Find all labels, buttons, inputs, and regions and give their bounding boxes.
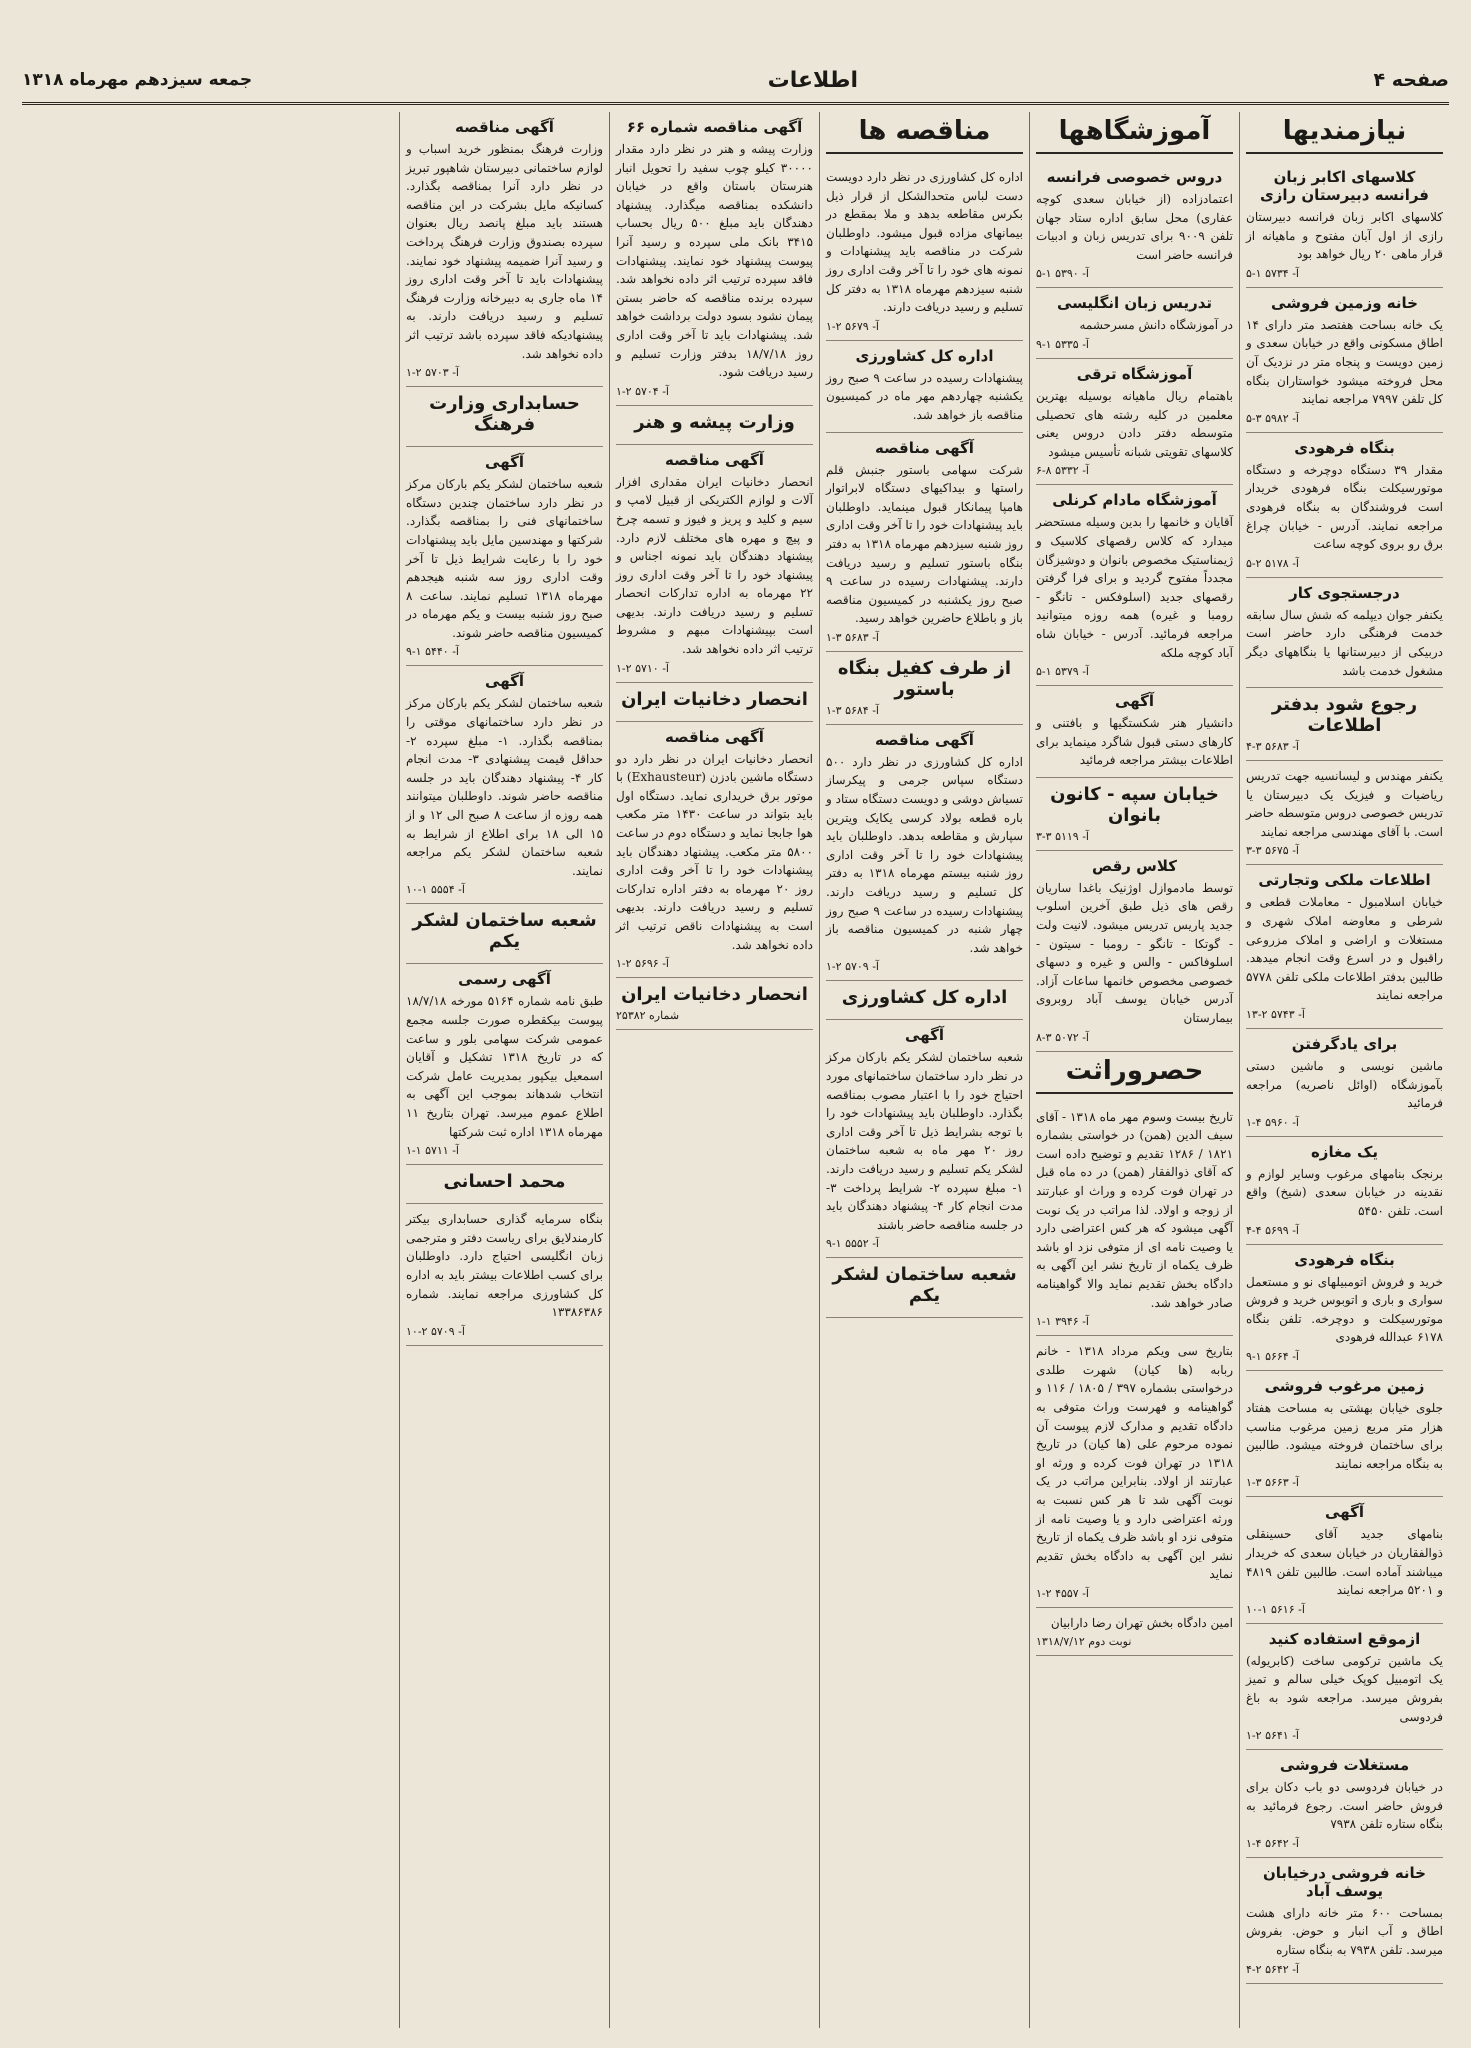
ad-reference: آ- ۵۵۵۲ ۱-۹ [826, 1237, 879, 1251]
ad-reference: آ- ۵۹۸۲ ۳-۵ [1246, 411, 1299, 425]
ad-reference: آ- ۵۴۴۰ ۱-۹ [406, 645, 459, 659]
classified-ad [1246, 1750, 1443, 1858]
ad-title: آگهی [905, 1026, 944, 1045]
ad-body: امین دادگاه بخش تهران رضا دارابیان [1050, 1615, 1233, 1630]
classified-ad [406, 387, 603, 447]
ad-reference: آ- ۵۳۹۰ ۱-۵ [1036, 267, 1089, 281]
ad-title: آگهی [485, 672, 524, 691]
classified-ad [1246, 1029, 1443, 1137]
ad-title: اداره کل کشاورزی [855, 346, 994, 365]
ad-reference: آ- ۵۷۱۰ ۲-۱ [616, 661, 669, 675]
classified-ad [1246, 1245, 1443, 1371]
column-needs [1239, 112, 1449, 2028]
classified-ad [826, 725, 1023, 982]
ad-body: جلوی خیابان بهشتی به مساحت هفتاد هزار متر مربع زمین مرغوب مناسب برای ساختمان فروخته میشود. طالبین به بنگاه مراجعه نمایند [1246, 1400, 1443, 1471]
page-number: صفحه ۴ [1373, 69, 1449, 91]
classified-ad [826, 1258, 1023, 1318]
ad-body: توسط مادموازل اوژنیک باغدا ساریان رقص های ذیل طبق آخرین اسلوب جدید پاریس تدریس میشود. لانیت ولت - گوتکا - تانگو - رومبا - سیتون - اسلوفاکس - والس و غیره و دسهای خصوصی مخصوص خانمها ساعات آزاد. آدرس خیابان یوسف آباد روبروی بیمارستان [1036, 880, 1233, 1026]
ad-body: برنجک بنامهای مرغوب وسایر لوازم و نقدینه در خیابان سعدی (شیخ) واقع است. تلفن ۵۴۵۰ [1246, 1166, 1443, 1218]
ad-body: یکنفر مهندس و لیسانسیه جهت تدریس ریاضیات و فیزیک یک دبیرستان یا تدریس خصوصی دروس متوسطه حاضر است. با آقای مهندسی مراجعه نمایند [1246, 769, 1443, 839]
ad-title: آگهی مناقصه [875, 730, 974, 749]
classified-ad [1246, 1624, 1443, 1750]
column-needs-ads [1246, 162, 1443, 1984]
ad-title: بنگاه فرهودی [1294, 438, 1395, 457]
ad-title: شعبه ساختمان لشکر یکم [832, 1264, 1017, 1307]
ad-body: شعبه ساختمان لشکر یکم بارکان مرکز در نظر دارد ساختمان چندین دستگاه ساختمانهای فنی را بمناقصه بگذارد. شرکتها و مهندسین مایل باید پیشنهادات خود را با رعایت شرایط ذیل تا آخر وقت اداری روز سه شنبه هیجدهم مهرماه ۱۳۱۸ تسلیم نمایند. ساعت ۸ صبح روز شنبه بیست و یکم مهرماه در کمیسیون مناقصه حاضر شوند. [406, 477, 604, 640]
classified-ad [826, 341, 1023, 433]
classified-ad [616, 406, 813, 445]
ad-title: آگهی مناقصه [455, 118, 554, 136]
ad-reference: نوبت دوم ۱۳۱۸/۷/۱۲ [1036, 1635, 1132, 1649]
ad-body: بنامهای جدید آقای حسینقلی ذوالفقاریان در خیابان سعدی که خریدار میباشند آماده است. طالبین تلفن ۴۸۱۹ و ۵۲۰۱ مراجعه نمایند [1246, 1527, 1443, 1598]
ad-reference: آ- ۵۷۴۳ ۲-۱۳ [1246, 1008, 1305, 1022]
ad-title: کلاس رقص [1092, 856, 1177, 875]
ad-reference: آ- ۴۵۵۷ ۲-۱ [1036, 1586, 1089, 1600]
column-tenders-3-ads [406, 112, 603, 1346]
ad-body: تاریخ بیست وسوم مهر ماه ۱۳۱۸ - آقای سیف الدین (همن) در خواستی بشماره ۱۸۲۱ / ۱۲۸۶ تقدیم و توضیح داده است که آقای ذوالفقار (همن) در ده ماه قبل در تهران فوت کرده و وراث او عبارتند از زوجه و اولاد. لذا مراتب در یک نوبت آگهی میشود که هر کس اعتراضی دارد یا وصیت نامه ای از متوفی نزد او باشد ظرف یکماه از تاریخ نشر این آگهی به دادگاه بخش تقدیم نماید والا گواهینامه صادر خواهد شد. [1036, 1109, 1234, 1310]
ad-title: آگهی مناقصه شماره ۶۶ [626, 118, 803, 136]
classified-ad [1246, 761, 1443, 865]
ad-reference: آ- ۵۶۴۲ ۲-۴ [1246, 1962, 1299, 1976]
ad-reference: آ- ۵۱۷۸ ۲-۵ [1246, 556, 1299, 570]
classified-ad [1036, 778, 1233, 851]
classified-ad [1036, 359, 1233, 485]
ad-title: بنگاه فرهودی [1294, 1250, 1395, 1269]
ad-title: آگهی مناقصه [875, 438, 974, 457]
ad-title: برای یادگرفتن [1291, 1035, 1398, 1054]
ad-body: بنگاه سرمایه گذاری حسابداری بیکتر کارمندلایق برای ریاست دفتر و مترجمی زبان انگلیسی احتیاج دارد. داوطلبان برای کسب اطلاعات بیشتر باید به اداره کل کشاورزی مراجعه نمایند. شماره ۱۳۳۸۶۳۸۶ [406, 1212, 603, 1320]
ad-body: وزارت فرهنگ بمنظور خرید اسباب و لوازم ساختمانی دبیرستان شاهپور تبریز در نظر دارد آنرا بمناقصه بگذارد. کسانیکه مایل بشرکت در این مناقصه هستند باید مبلغ پانصد ریال بعنوان سپرده بصندوق وزارت فرهنگ پرداخت و رسید آنرا ضمیمه پیشنهاد خود نمایند. پیشنهادات باید تا آخر وقت اداری روز ۱۴ ماه جاری به دبیرخانه وزارت فرهنگ تسلیم و رسید دریافت دارند. به پیشنهادیکه فاقد سپرده باشد ترتیب اثر داده نخواهد شد. [406, 142, 603, 361]
ad-title: مستغلات فروشی [1279, 1756, 1410, 1775]
ad-body: باهتمام ریال ماهیانه بوسیله بهترین معلمین در کلیه رشته های تحصیلی متوسطه دفتر دادن دروس یعنی کلاسهای تقویتی شبانه تأسیس میشود [1036, 388, 1233, 459]
classified-ad [826, 981, 1023, 1020]
ad-title: اطلاعات ملکی وتجارتی [1258, 871, 1431, 890]
ad-reference: آ- ۳۹۴۶ ۱-۱ [1036, 1315, 1089, 1329]
ad-body: دانشیار هنر شکستگیها و بافتنی و کارهای دستی قبول شاگرد مینماید برای اطلاعات بیشتر مراجعه فرمائید [1036, 716, 1233, 768]
ad-body: وزارت پیشه و هنر در نظر دارد مقدار ۳۰۰۰۰ کیلو چوب سفید را تحویل انبار هنرستان باستان واقع در خیابان دانشکده بمناقصه میگذارد. پیشنهاد دهندگان باید مبلغ ۵۰۰ ریال بحساب ۳۴۱۵ بانک ملی سپرده و رسید آنرا پیوست پیشنهاد خود نمایند. پیشنهادات فاقد سپرده ترتیب اثر داده نخواهد شد. سپرده برنده مناقصه که حاضر بستن پیمان نشود بسود دولت برداشت خواهد شد. پیشنهادات باید تا آخر وقت اداری روز ۱۸/۷/۱۸ بدفتر وزارت تسلیم و رسید دریافت شود. [616, 142, 814, 380]
ad-title: زمین مرغوب فروشی [1264, 1376, 1425, 1395]
ad-reference: آ- ۵۰۷۲ ۳-۸ [1036, 1030, 1089, 1044]
classified-ad [1246, 688, 1443, 761]
ad-reference: آ- ۵۷۰۳ ۲-۱ [406, 366, 459, 380]
ad-title: یک مغازه [1310, 1142, 1379, 1161]
ad-title: شعبه ساختمان لشکر یکم [412, 910, 597, 953]
ad-reference: آ- ۵۶۱۶ ۱-۱۰ [1246, 1602, 1305, 1616]
column-tenders-3 [399, 112, 609, 2028]
ad-reference: آ- ۵۳۳۵ ۱-۹ [1036, 337, 1089, 351]
ad-reference: آ- ۵۱۱۹ ۳-۳ [1036, 829, 1089, 843]
ad-reference: آ- ۵۶۷۵ ۳-۳ [1246, 844, 1299, 858]
ad-reference: آ- ۵۷۰۹ ۲-۱ [826, 960, 879, 974]
classified-ad [826, 652, 1023, 725]
classified-ad [1246, 578, 1443, 688]
ad-body: شعبه ساختمان لشکر یکم بارکان مرکز در نظر دارد ساختمان ساختمانهای مورد احتیاج خود را با اعتبار مصوب بمناقصه بگذارد. داوطلبان باید پیشنهادات خود را با توجه بشرایط ذیل تا آخر وقت اداری روز ۲۰ مهر ماه به شعبه ساختمان لشکر یکم تسلیم و رسید دریافت دارند. ۱- مبلغ سپرده ۲- شرایط پرداخت ۳- مدت انجام کار ۴- پیشنهاد دهندگان باید در جلسه مناقصه حاضر باشند [826, 1050, 1024, 1232]
ad-title: خانه وزمین فروشی [1271, 293, 1418, 312]
classified-ad [406, 904, 603, 964]
classified-ad [1036, 686, 1233, 778]
classified-ad [1246, 162, 1443, 288]
ad-reference: شماره ۲۵۳۸۲ [616, 1009, 680, 1023]
ad-title: اداره کل کشاورزی [841, 987, 1008, 1009]
ad-body: در خیابان فردوسی دو باب دکان برای فروش حاضر است. رجوع فرمائید به بنگاه ستاره تلفن ۷۹۳۸ [1246, 1780, 1443, 1832]
ad-reference: آ- ۵۷۰۴ ۲-۱ [616, 384, 669, 398]
column-tenders [819, 112, 1029, 2028]
ad-body: انحصار دخانیات ایران مقداری افزار آلات و لوازم الکتریکی از قبیل لامپ و سیم و کلید و پریز و فیوز و تسمه چرخ و پیچ و مهره های مختلف لازم دارد. پیشنهاد دهندگان باید نمونه اجناس و پیشنهاد خود را تا آخر وقت اداری روز ۲۲ مهرماه به اداره تدارکات انحصار تسلیم و رسید دریافت دارند. بدیهی است بپیشنهادات مبهم و مشروط ترتیب اثر داده نخواهد شد. [616, 474, 813, 657]
classified-ad [616, 683, 813, 722]
ad-title: خیابان سپه - کانون بانوان [1050, 783, 1219, 826]
classified-ad [616, 978, 813, 1030]
ad-body: بمساحت ۶۰۰ متر خانه دارای هشت اطاق و آب انبار و حوض. بفروش میرسد. تلفن ۷۹۳۸ به بنگاه ستاره [1246, 1905, 1444, 1958]
column-tenders-2 [609, 112, 819, 2028]
ad-title: درجستجوی کار [1289, 583, 1400, 602]
ad-body: انحصار دخانیات ایران در نظر دارد دو دستگاه ماشین بادزن (Exhausteur) با موتور برق خریداری نماید. دستگاه اول باید بتواند در ساعت ۱۴۳۰ متر مکعب هوا جابجا نماید و دستگاه دوم در ساعت ۵۸۰۰ متر مکعب. پیشنهاد دهندگان باید پیشنهادات خود را تا آخر وقت اداری روز ۲۰ مهرماه به دفتر اداره تدارکات تسلیم و رسید دریافت دارند. بدیهی است به پیشنهادات ناقص ترتیب اثر داده نخواهد شد. [616, 751, 813, 952]
section-title-needs: نیازمندیها [1246, 112, 1443, 154]
section-title-tenders: مناقصه ها [826, 112, 1023, 154]
classified-ad [616, 722, 813, 979]
ad-body: پیشنهادات رسیده در ساعت ۹ صبح روز یکشنبه چهاردهم مهر ماه در کمیسیون مناقصه باز خواهد شد. [826, 370, 1023, 422]
ad-body: مقدار ۳۹ دستگاه دوچرخه و دستگاه موتورسیکلت بنگاه فرهودی خریدار است فروشندگان به بنگاه فرهودی مراجعه نمایند. آدرس - خیابان چراغ برق رو بروی کوچه ساعت [1246, 462, 1443, 552]
ad-body: یکنفر جوان دیپلمه که شش سال سابقه خدمت فرهنگی دارد حاضر است دربیکی از دبیرستانها یا بنگاههای دیگر مشغول خدمت باشد [1246, 607, 1443, 678]
ad-body: خیابان اسلامبول - معاملات قطعی و شرطی و معاوضه املاک شهری و مستغلات و اراضی و املاک مزروعی راقبول و در اسرع وقت انجام میدهد. طالبین بدفتر اطلاعات ملکی تلفن ۵۷۷۸ مراجعه نمایند [1246, 895, 1443, 1003]
column-schools-ads [1036, 162, 1233, 1656]
ad-body: اداره کل کشاورزی در نظر دارد دویست دست لباس متحدالشکل از قرار ذیل بکرس مقاطعه بدهد و ملا بمقطع در بیمانهای مزاده قبول میشود. داوطلبان شرکت در مناقصه باید پیشنهادات و نمونه های خود را تا آخر وقت اداری روز شنبه سیزدهم مهرماه ۱۳۱۸ به دفتر کل تسلیم و رسید دریافت دارند. [826, 170, 1023, 315]
classified-ad [616, 112, 813, 406]
classified-ad [1036, 288, 1233, 359]
ad-reference: آ- ۵۳۳۲ ۸-۶ [1036, 464, 1089, 478]
ad-reference: آ- ۵۶۹۹ ۴-۴ [1246, 1223, 1299, 1237]
classified-ad [406, 666, 603, 904]
classified-ad [1036, 162, 1233, 288]
ad-reference: آ- ۵۶۷۹ ۲-۱ [826, 319, 879, 333]
classified-ad [406, 1165, 603, 1204]
classified-ad [1036, 485, 1233, 686]
ad-title: حسابداری وزارت فرهنگ [429, 393, 580, 436]
ad-title: ازموقع استفاده کنید [1268, 1629, 1421, 1648]
column-schools [1029, 112, 1239, 2028]
ad-title: از طرف کفیل بنگاه باستور [837, 657, 1012, 700]
ad-reference: آ- ۵۷۱۱ ۱-۱ [406, 1144, 459, 1158]
ad-title: آموزشگاه مادام کرنلی [1052, 491, 1217, 510]
classified-ad [1246, 865, 1443, 1029]
classified-ad [1246, 1371, 1443, 1497]
ad-body: شعبه ساختمان لشکر یکم بارکان مرکز در نظر دارد ساختمانهای موقتی را بمناقصه بگذارد. ۱- مبلغ سپرده ۲- حداقل قیمت پیشنهادی ۳- مدت انجام کار ۴- پیشنهاد دهندگان باید در جلسه مناقصه حاضر شوند. داوطلبان میتوانند همه روزه از ساعت ۸ صبح الی ۱۲ و از ۱۵ الی ۱۸ برای اطلاع از شرایط به شعبه ساختمان لشکر یکم مراجعه نمایند. [406, 696, 604, 878]
section-title-schools: آموزشگاهها [1036, 112, 1233, 154]
ad-body: در آموزشگاه دانش مسرحشمه [1079, 318, 1233, 333]
ad-reference: آ- ۵۶۶۴ ۱-۹ [1246, 1349, 1299, 1363]
ad-body: ماشین نویسی و ماشین دستی بآموزشگاه (اوائل ناصریه) مراجعه فرمائید [1246, 1059, 1443, 1111]
classified-ad [826, 433, 1023, 652]
ad-body: یک ماشین ترکومی ساخت (کابریوله) یک اتومبیل کوپک خیلی سالم و تمیز بفروش میرسد. مراجعه شود به باغ فردوسی [1246, 1653, 1443, 1724]
ad-body: بتاریخ سی ویکم مرداد ۱۳۱۸ - خانم ربابه (ها کیان) شهرت طلدی درخواستی بشماره ۳۹۷ / ۱۸۰۵ / ۱۱۶ و گواهینامه و فهرست وراث متوفی به دادگاه تقدیم و مدارک لازم پیوست آن نموده مرحوم علی (ها کیان) در تاریخ ۱۳۱۸ در تهران فوت کرده و ورثه او عبارتند از اولاد. بنابراین مراتب در یک نوبت آگهی شد تا هر کس نسبت به ورثه اعتراضی دارد و یا وصیت نامه از متوفی نزد او باشد ظرف یکماه از تاریخ نشر این آگهی به دادگاه بخش تقدیم نماید [1036, 1344, 1234, 1582]
classified-ad [1036, 1102, 1233, 1337]
columns [22, 112, 1449, 2028]
ad-body: کلاسهای اکابر زبان فرانسه دبیرستان رازی از اول آبان مفتوح و ماهیانه از قرار ماهی ۲۰ ریال خواهد بود [1246, 210, 1443, 262]
ad-reference: آ- ۵۷۳۴ ۱-۵ [1246, 266, 1299, 280]
ad-title: رجوع شود بدفتر اطلاعات [1271, 694, 1418, 737]
ad-title: دروس خصوصی فرانسه [1046, 168, 1223, 186]
ad-reference: آ- ۵۶۶۳ ۳-۱ [1246, 1476, 1299, 1490]
classified-ad [1246, 288, 1443, 433]
section-title-probate-visible: حصروراثت [1036, 1052, 1233, 1094]
ad-body: خرید و فروش اتومبیلهای نو و مستعمل سواری و باری و اتوبوس خرید و فروش موتورسیکلت و دوچرخه. تلفن بنگاه ۶۱۷۸ عبدالله فرهودی [1246, 1274, 1443, 1345]
ad-title: انحصار دخانیات ایران [621, 688, 808, 710]
column-tenders-ads [826, 162, 1023, 1318]
ad-title: انحصار دخانیات ایران [621, 984, 808, 1006]
classified-ad [406, 1204, 603, 1346]
ad-body: یک خانه بساحت هفتصد متر دارای ۱۴ اطاق مسکونی واقع در خیابان سعدی و زمین دویست و پنجاه متر در نزدیک آن محل فروخته میشود خواستاران بنگاه کل تلفن ۷۹۹۷ مراجعه نمایند [1246, 317, 1443, 407]
ad-body: آقایان و خانمها را بدین وسیله مستحضر میدارد که کلاس رقصهای کلاسیک و ژیمناستیک مخصوص بانوان و دوشیزگان مجدداً مفتوح گردید و برای فرا گرفتن رقصهای جدید (اسلوفکس - تانگو - رومبا و غیره) همه روزه میتوانید مراجعه فرمائید. آدرس - خیابان شاه آباد کوچه ملکه [1036, 515, 1233, 660]
classified-ad [1036, 1608, 1233, 1657]
issue-date: جمعه سیزدهم مهرماه ۱۳۱۸ [22, 70, 253, 90]
ad-body: اعتمادزاده (از خیابان سعدی کوچه عفاری) محل سابق اداره ستاد جهان تلفن ۹۰۰۹ برای تدریس زبان و ادبیات فرانسه حاضر است [1036, 192, 1233, 262]
masthead [22, 58, 1449, 105]
ad-reference: آ- ۵۶۸۳ ۳-۴ [1246, 740, 1299, 754]
classified-ad [1246, 1858, 1443, 1984]
ad-reference: آ- ۵۵۵۴ ۱-۱۰ [406, 883, 465, 897]
ad-title: آموزشگاه ترقی [1076, 364, 1193, 383]
column-tenders-2-ads [616, 112, 813, 1030]
classified-ad [1246, 1137, 1443, 1245]
classified-ad [1036, 851, 1233, 1052]
ad-title: کلاسهای اکابر زبان فرانسه دبیرستان رازی [1260, 168, 1429, 204]
ad-title: آگهی مناقصه [665, 450, 764, 469]
ad-reference: آ- ۵۶۴۱ ۲-۱ [1246, 1729, 1299, 1743]
ad-body: اداره کل کشاورزی در نظر دارد ۵۰۰ دستگاه سپاس جرمی و پیکرساز تسیاش دوشی و دویست دستگاه ستاد و باره قطعه بولاد کرسی یکایک ویترین سپارش و مقاطعه بدهد. داوطلبان باید پیشنهادات خود را تا آخر وقت اداری روز شنبه بیستم مهرماه ۱۳۱۸ به دفتر کل تسلیم و رسید دریافت دارند. پیشنهادات رسیده در ساعت ۹ صبح روز چهار شنبه در کمیسیون مناقصه باز خواهد شد. [826, 754, 1023, 955]
ad-title: خانه فروشی درخیابان یوسف آباد [1263, 1863, 1426, 1900]
classified-ad [406, 112, 603, 387]
classified-ad [826, 1020, 1023, 1258]
ad-title: محمد احسانی [443, 1171, 566, 1193]
ad-title: آگهی مناقصه [665, 727, 764, 746]
classified-ad [826, 162, 1023, 341]
ad-title: تدریس زبان انگلیسی [1056, 294, 1213, 313]
ad-reference: آ- ۵۶۸۴ ۳-۱ [826, 703, 879, 717]
ad-reference: آ- ۵۶۴۲ ۴-۱ [1246, 1836, 1299, 1850]
ad-reference: آ- ۵۷۰۹ ۲-۱۰ [406, 1324, 465, 1338]
ad-title: آگهی [485, 453, 524, 472]
classified-ad [406, 964, 603, 1165]
classified-ad [616, 445, 813, 683]
ad-title: آگهی [1325, 1503, 1364, 1522]
ad-body: شرکت سهامی باستور جنبش قلم راستها و بیداکیهای دستگاه لابراتوار هامپا پیمانکار قبول مینماید. داوطلبان باید پیشنهادات خود را تا آخر وقت اداری روز شنبه سیزدهم مهرماه ۱۳۱۸ به دفتر بنگاه باستور تسلیم و رسید دریافت دارند. پیشنهادات رسیده در ساعت ۹ صبح روز یکشنبه در کمیسیون مناقصه باز و باطلاع حاضرین خواهد رسید. [826, 462, 1024, 626]
classified-ad [406, 447, 603, 666]
newspaper-name: اطلاعات [767, 67, 859, 93]
ad-title: آگهی رسمی [458, 970, 551, 989]
ad-reference: آ- ۵۹۶۰ ۴-۱ [1246, 1115, 1299, 1129]
classified-ad [1246, 1497, 1443, 1623]
classified-ad [1246, 433, 1443, 578]
ad-body: طبق نامه شماره ۵۱۶۴ مورخه ۱۸/۷/۱۸ پیوست بیکقطره صورت جلسه مجمع عمومی شرکت سهامی بلور و ساعت که در تاریخ ۱۳۱۸ تشکیل و آقایان اسمعیل بیکپور بمدیریت عامل شرکت انتخاب شدهاند بموجب این آگهی به اطلاع عموم میرسد. تهران بتاریخ ۱۱ مهرماه ۱۳۱۸ اداره ثبت شرکتها [406, 994, 604, 1139]
ad-title: وزارت پیشه و هنر [634, 411, 795, 433]
ad-reference: آ- ۵۶۸۳ ۳-۱ [826, 630, 879, 644]
classified-ad [1036, 1336, 1233, 1608]
ad-reference: آ- ۵۶۹۶ ۲-۱ [616, 957, 669, 971]
ad-reference: آ- ۵۳۷۹ ۱-۵ [1036, 665, 1089, 679]
ad-title: آگهی [1115, 692, 1154, 711]
